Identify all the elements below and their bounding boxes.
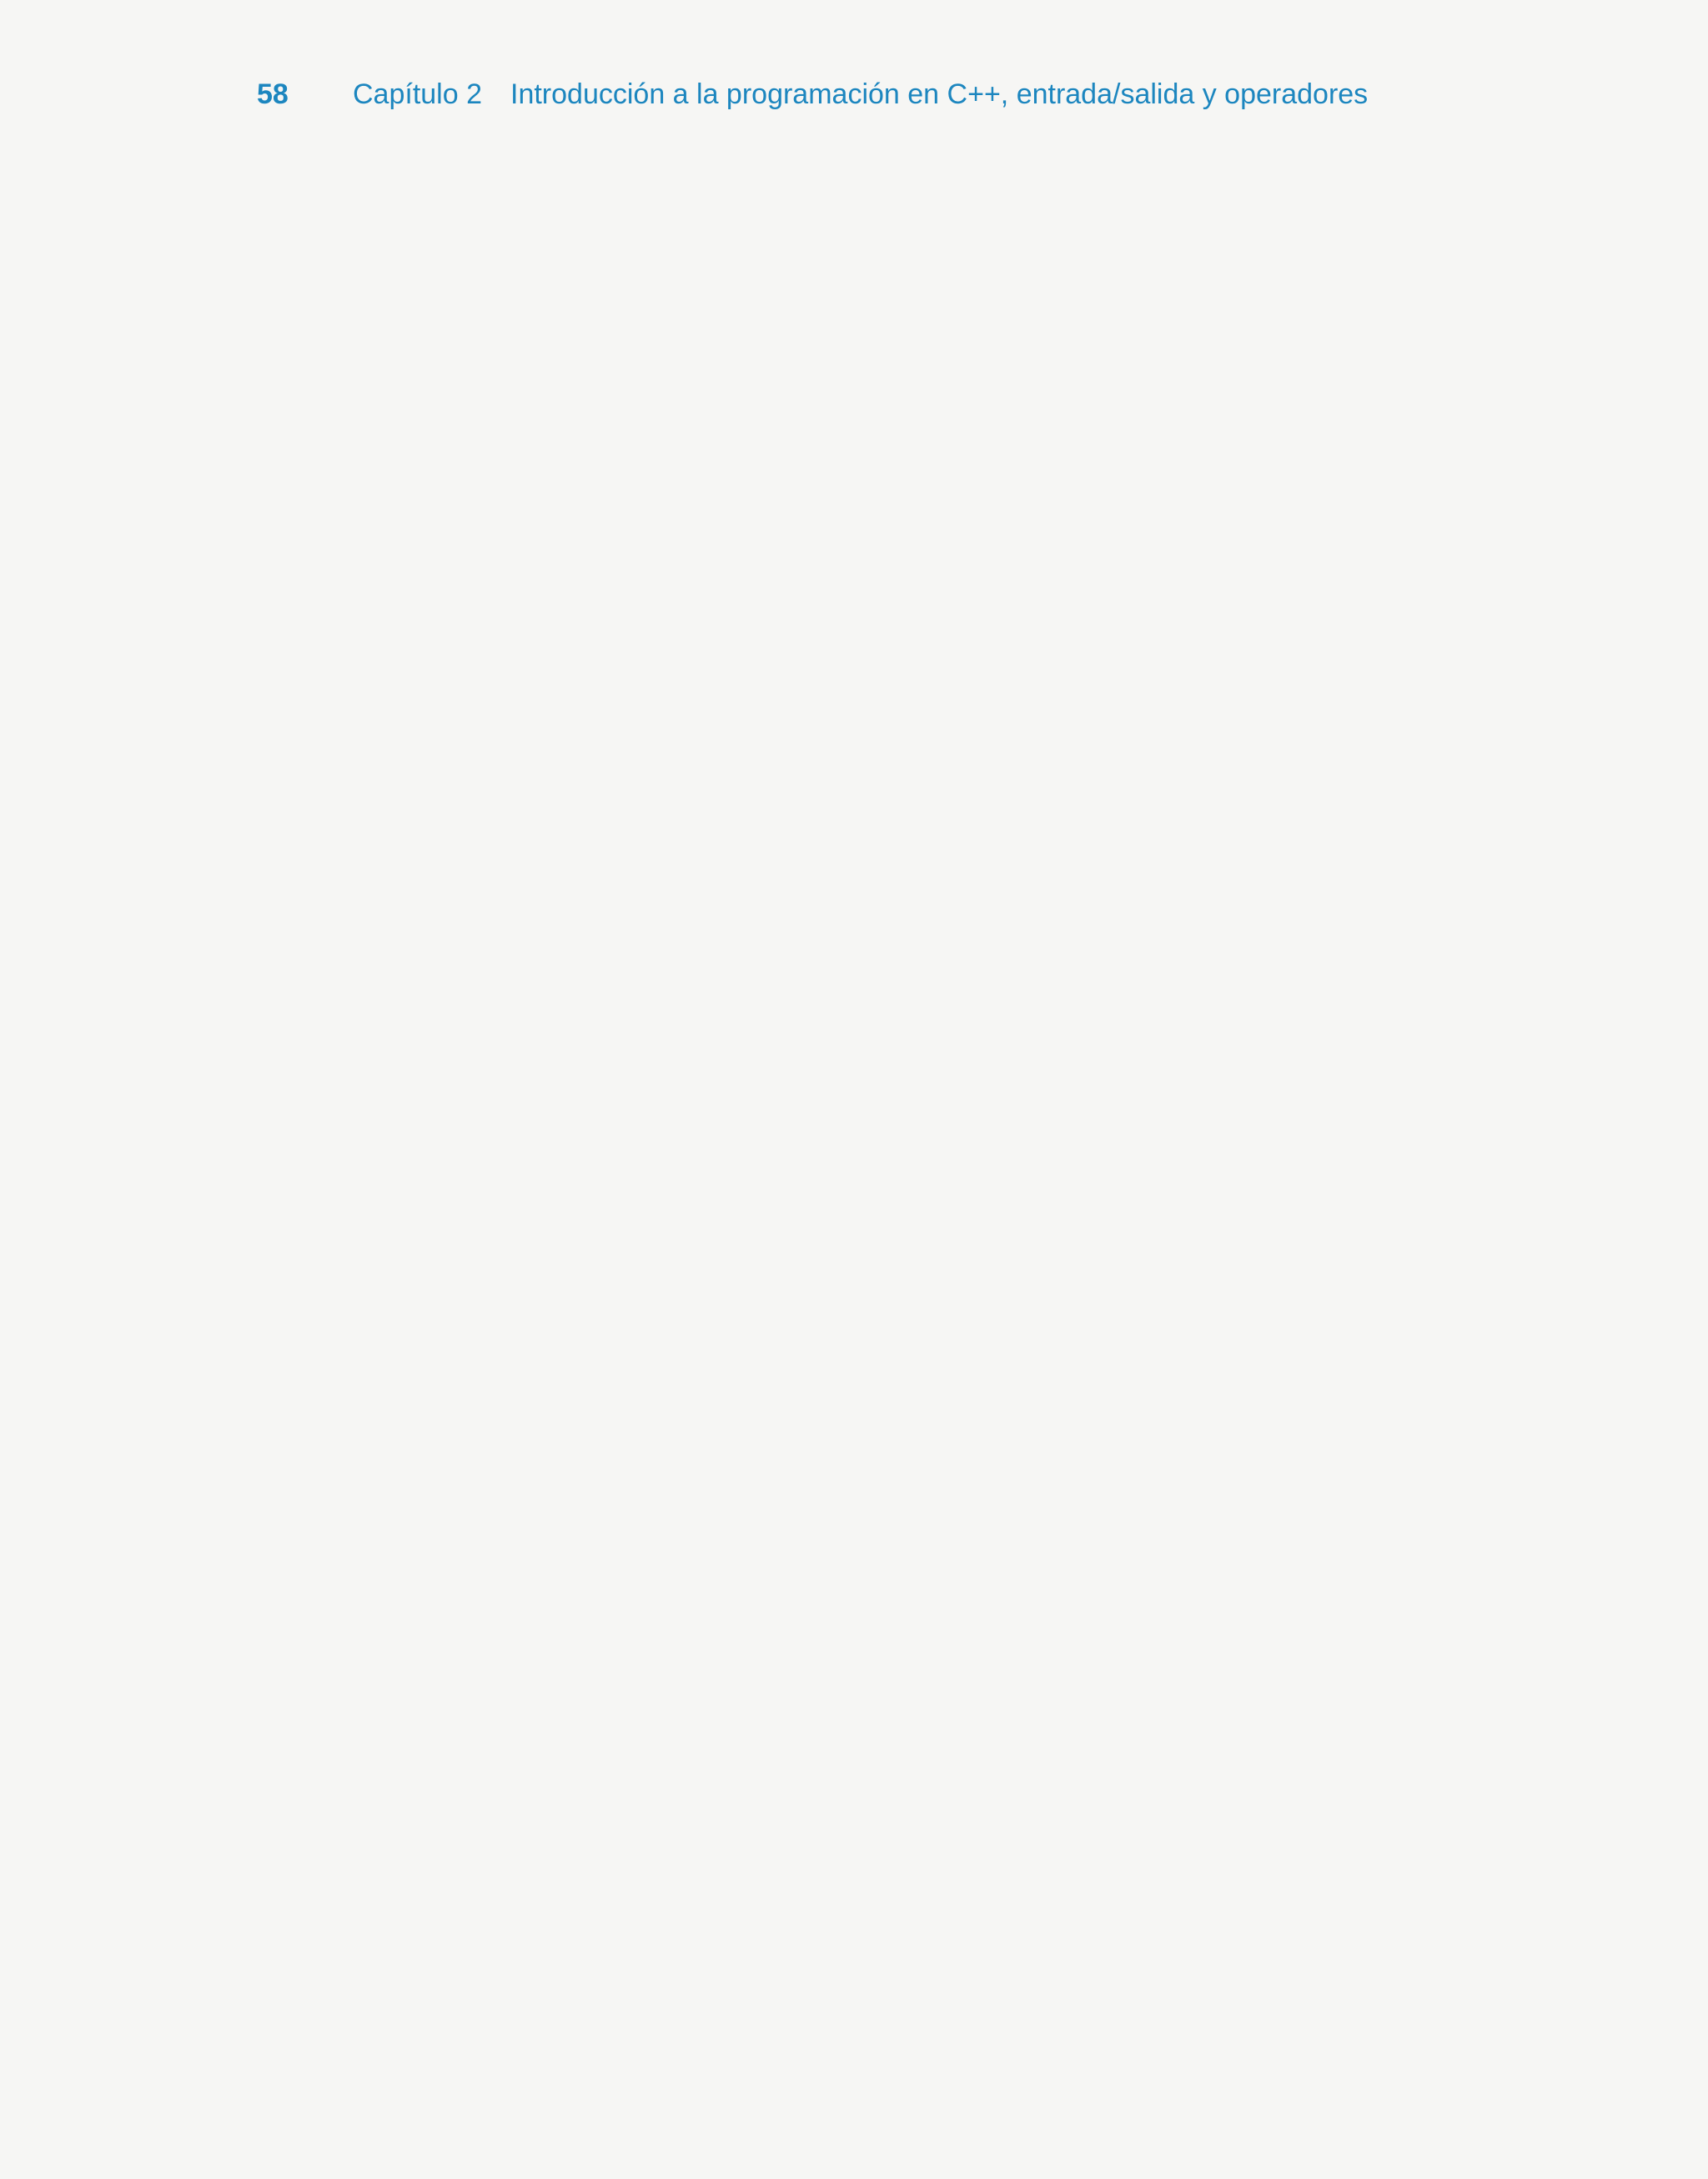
chapter-title: Introducción a la programación en C++, entrada/salida y operadores	[510, 78, 1369, 110]
chapter-label: Capítulo 2	[353, 78, 482, 110]
running-header	[257, 78, 1368, 111]
page-number: 58	[257, 78, 289, 110]
